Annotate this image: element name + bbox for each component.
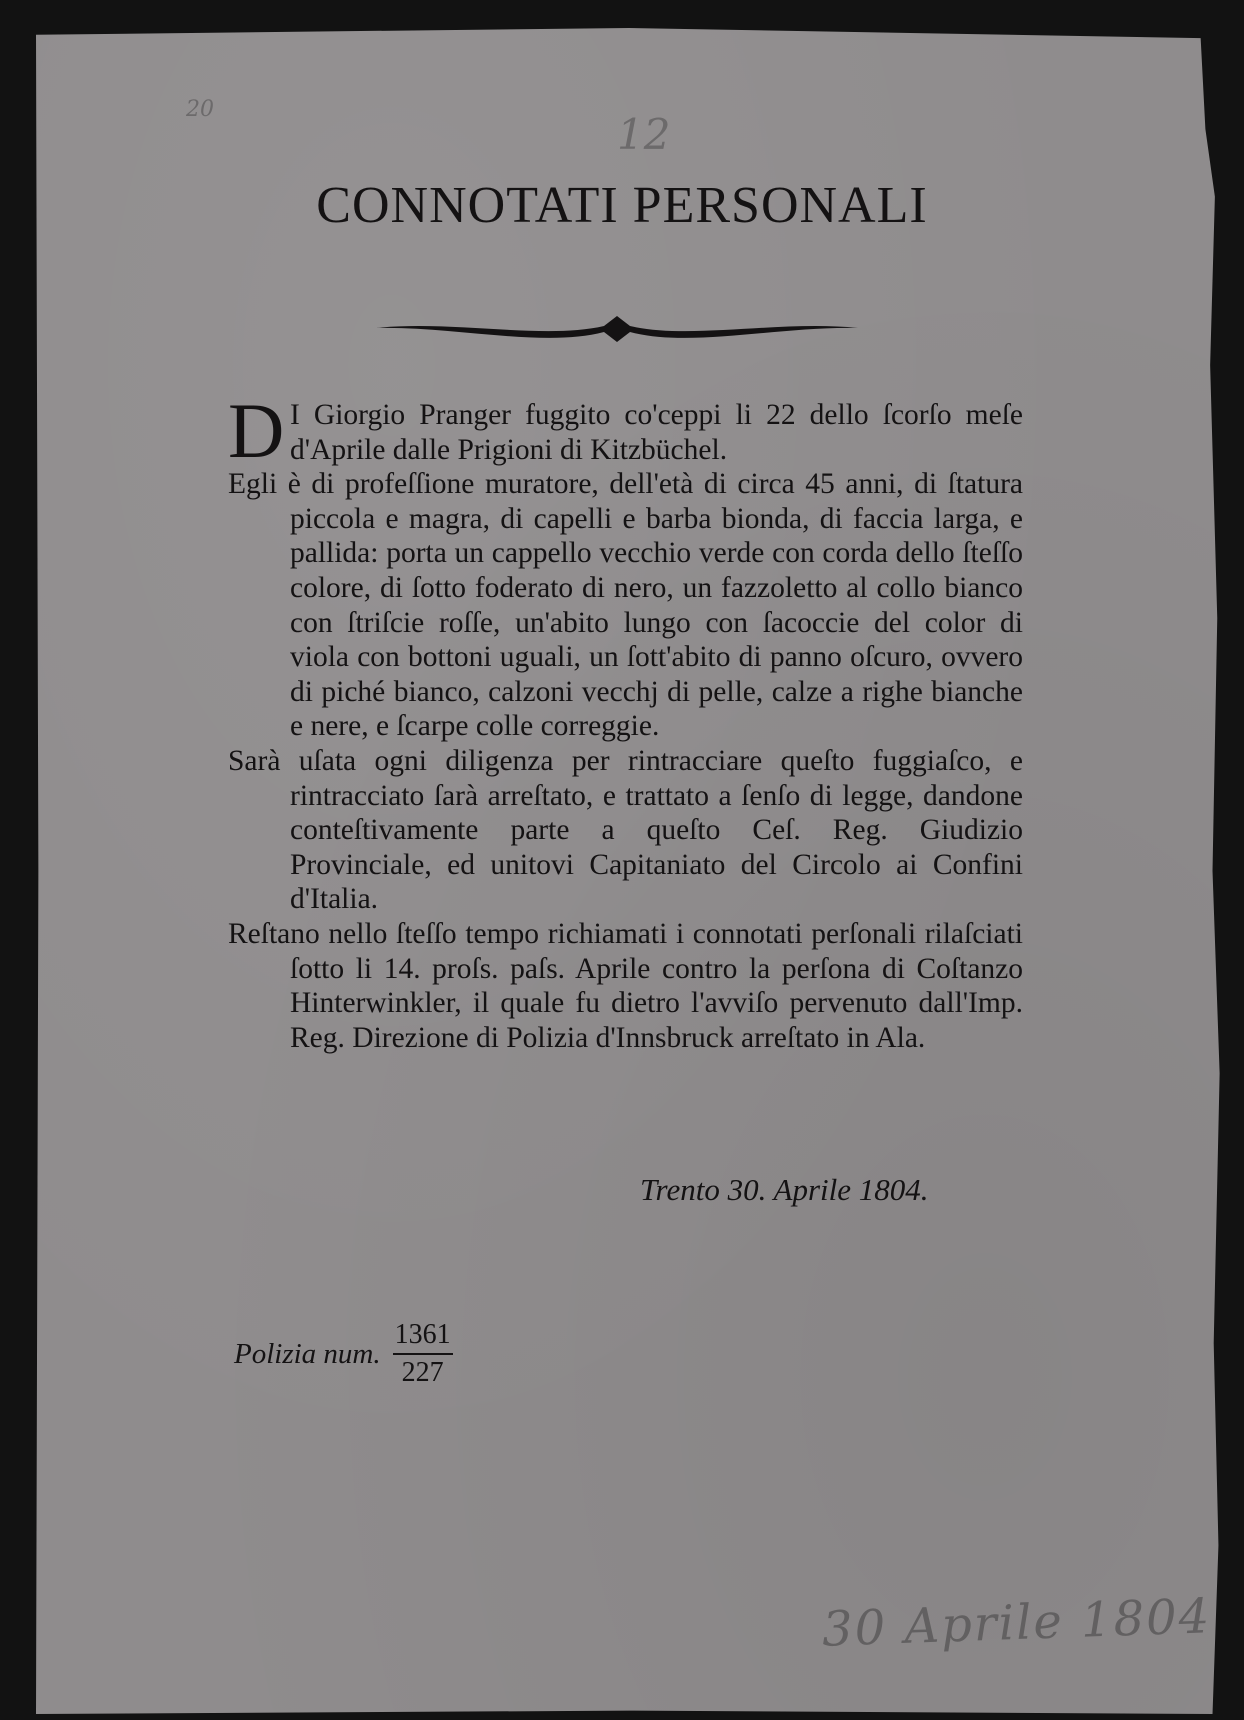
polizia-label: Polizia num. xyxy=(234,1337,381,1370)
date-line: Trento 30. Aprile 1804. xyxy=(640,1172,929,1207)
polizia-number xyxy=(234,1319,453,1389)
document-title: CONNOTATI PERSONALI xyxy=(316,177,928,234)
paragraph-4: Reſtano nello ſteſſo tempo richiamati i connotati perſonali rilaſciati ſotto li 14. proſs. paſs. Aprile contro la perſona di Coſtanzo Hinterwinkler, il quale fu dietro l'avviſo pervenuto dall'Imp. Reg. Direzione di Polizia d'Innsbruck arreſtato in Ala. xyxy=(228,917,1023,1054)
paragraph-3: Sarà uſata ogni diligenza per rintracciare queſto fuggiaſco, e rintracciato ſarà arreſtato, e trattato a ſenſo di legge, dandone conteſtivamente parte a queſto Ceſ. Reg. Giudizio Provinciale, ed unitovi Capitaniato del Circolo ai Confini d'Italia. xyxy=(228,744,1023,916)
pencil-mark-top: 12 xyxy=(617,110,671,159)
ornament-divider xyxy=(374,310,860,344)
drop-cap: D xyxy=(228,387,285,474)
polizia-numerator: 1361 xyxy=(394,1319,451,1350)
pencil-mark-corner: 20 xyxy=(186,97,214,122)
paragraph-2: Egli è di profeſſione muratore, dell'età di circa 45 anni, di ſtatura piccola e magra, di capelli e barba bionda, di faccia larga, e pallida: porta un cappello vecchio verde con corda dello ſteſſo colore, di ſotto foderato di nero, un fazzoletto al collo bianco con ſtriſcie roſſe, un'abito lungo con ſacoccie del color di viola con bottoni uguali, un ſott'abito di panno oſcuro, ovvero di piché bianco, calzoni vecchj di pelle, calze a righe bianche e nere, e ſcarpe colle correggie. xyxy=(228,468,1023,743)
fraction-bar xyxy=(393,1353,453,1355)
polizia-denominator: 227 xyxy=(401,1357,444,1388)
polizia-fraction xyxy=(393,1319,453,1389)
pencil-date-note: 30 Aprile 1804 xyxy=(821,1588,1213,1658)
paragraph-1 xyxy=(228,387,1023,474)
paragraph-1-text: I Giorgio Pranger fuggito co'ceppi li 22 dello ſcorſo meſe d'Aprile dalle Prigioni di Kitzbüchel. xyxy=(290,399,1023,466)
document-body xyxy=(228,387,1023,1055)
